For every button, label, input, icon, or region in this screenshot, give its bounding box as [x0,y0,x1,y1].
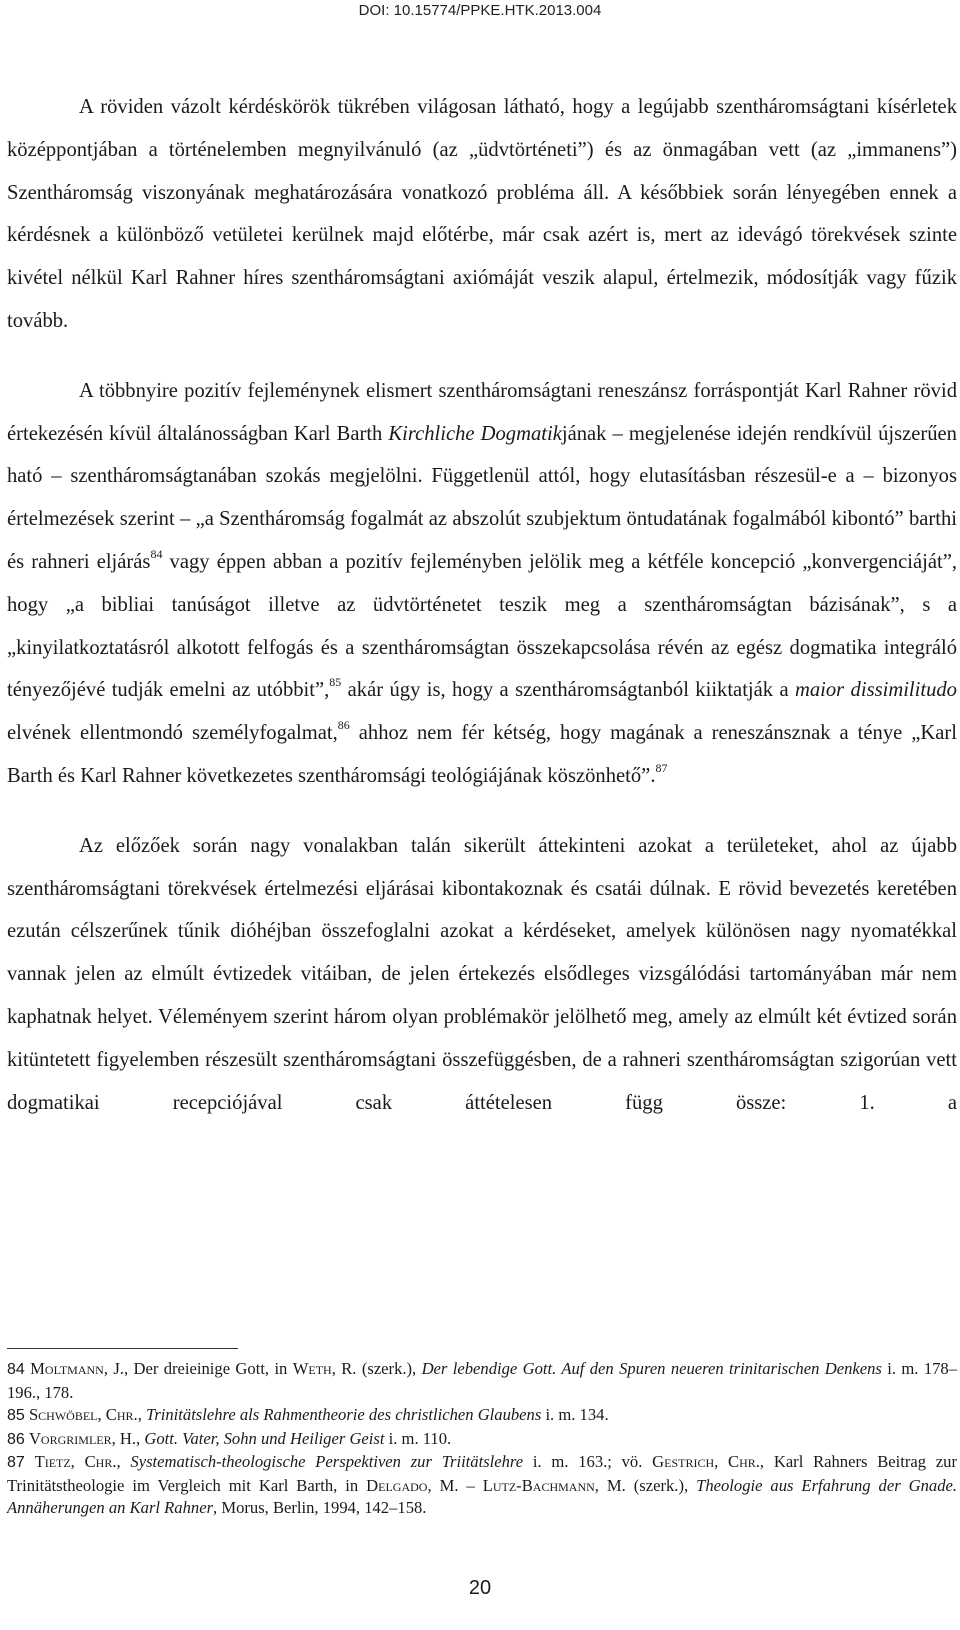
footnote-85 [7,1404,957,1428]
footnote-title: Systematisch-theologische Perspektiven zur Triitätslehre [130,1452,524,1471]
footnote-text: (szerk.), [356,1359,422,1378]
footnote-author: Moltmann, J. [30,1359,124,1378]
footnote-title: Der lebendige Gott. Auf den Spuren neueren trinitarischen Denkens [421,1359,882,1378]
footnote-text: , Morus, Berlin, 1994, 142–158. [213,1498,427,1517]
footnote-text: , [116,1452,131,1471]
footnote-text: i. m. 110. [384,1428,452,1448]
footnote-text: , Karl Rahners Beitrag zur Trinitätstheologie im Vergleich mit Karl Barth, in [7,1452,957,1495]
footnote-number: 87 [7,1454,25,1471]
main-text [7,86,957,1124]
footnote-text: (szerk.), [625,1475,697,1495]
footnote-text: , [137,1405,146,1424]
footnote-ref-85[interactable]: 85 [329,675,342,690]
p2-italic-kirchliche-dogmatik: Kirchliche Dogmatik [388,422,562,445]
paragraph-1: A röviden vázolt kérdéskörök tükrében világosan látható, hogy a legújabb szentháromságtani kísérletek középpontjában a történelemben megnyilvánuló (az „üdvtörténeti”) és az önmagában vett (az „immanens”) Szentháromság viszonyának meghatározására vonatkozó probléma áll. A későbbiek során lényegében ennek a kérdésnek a különböző vetületei kerülnek majd előtérbe, már csak azért is, mert az idevágó törekvések szinte kivétel nélkül Karl Rahner híres szentháromságtani axiómáját veszik alapul, értelmezik, módosítják vagy fűzik tovább. [7,96,957,332]
footnote-text: , [136,1428,145,1448]
footnote-author: Weth, R. [292,1359,357,1378]
footnote-number: 86 [7,1430,25,1448]
doi-header: DOI: 10.15774/PPKE.HTK.2013.004 [358,2,602,19]
footnote-separator [7,1348,238,1349]
footnote-text: i. m. 178–196., 178. [7,1359,958,1402]
p2-text-f: ahhoz nem fér kétség, hogy magának a reneszánsznak a ténye „Karl Barth és Karl Rahner következetes szentháromsági teológiájának köszönhető”. [7,722,957,787]
paragraph-3: Az előzőek során nagy vonalakban talán sikerült áttekinteni azokat a területeket, ahol az újabb szentháromságtani törekvések értelmezési eljárásai kibontakoznak és csatái dúlnak. E rövid bevezetés keretében ezután célszerűnek tűnik dióhéjban összefoglalni azokat a kérdéseket, amelyek különösen nagy nyomatékkal vannak jelen az elmúlt évtizedek vitáiban, de jelen értekezés elsődleges vizsgálódási tartományában már nem kaphatnak helyet. Véleményem szerint három olyan problémakör jelölhető meg, amely az elmúlt két évtized során kitüntetett figyelemben részesült szentháromságtani összefüggésben, de a rahneri szentháromságtan szigorúan vett dogmatikai recepciójával csak áttételesen függ össze: 1. a [7,834,957,1114]
footnote-ref-84[interactable]: 84 [150,546,163,561]
footnote-author: Vorgrimler, H. [28,1428,137,1448]
footnote-ref-87[interactable]: 87 [655,760,668,775]
footnote-84 [7,1358,957,1404]
p2-text-e: elvének ellentmondó személyfogalmat, [7,722,338,745]
footnote-number: 85 [7,1407,25,1424]
footnote-title: Theologie aus Erfahrung der Gnade. Annäherungen an Karl Rahner [7,1475,958,1517]
footnote-author: Delgado, M. [366,1475,459,1495]
p2-text-d: akár úgy is, hogy a szentháromságtanból kiiktatják a [341,679,795,702]
page-number: 20 [468,1577,492,1599]
footnote-title: Trinitätslehre als Rahmentheorie des christlichen Glaubens [146,1405,542,1424]
footnotes [7,1358,957,1520]
footnote-number: 84 [7,1361,25,1378]
p2-text-b: jának – megjelenése idején rendkívül újszerűen ható – szentháromságtanában szokás megjelölni. Függetlenül attól, hogy elutasításban részesül-e a – bizonyos értelmezések szerint – „a Szentháromság fogalmát az abszolút szubjektum öntudatának fogalmából kibontó” barthi és rahneri eljárás [7,422,957,573]
footnote-title: Gott. Vater, Sohn und Heiliger Geist [144,1428,385,1448]
footnote-86 [7,1428,957,1452]
footnote-author: Tietz, Chr. [34,1452,117,1471]
footnote-ref-86[interactable]: 86 [337,718,350,733]
footnote-text: i. m. 163.; vö. [523,1452,653,1471]
footnote-text: i. m. 134. [541,1405,609,1424]
p2-italic-maior-dissimilitudo: maior dissimilitudo [794,679,957,702]
paragraph-2 [7,370,957,798]
footnote-87 [7,1451,957,1520]
p2-text-c: vagy éppen abban a pozitív fejleményben jelölik meg a kétféle koncepció „konvergenciáját”, hogy „a bibliai tanúságot illetve az üdvtörténetet teszik meg a szentháromságtan bázisának”, s a „kinyilatkoztatásról alkotott felfogás és a szentháromságtan összekapcsolása révén az egész dogmatika integráló tényezőjévé tudják emelni az utóbbit”, [7,550,957,702]
footnote-text: – [458,1475,483,1495]
footnote-author: Schwöbel, Chr. [28,1405,138,1424]
footnote-author: Lutz-Bachmann, M. [482,1475,626,1495]
footnote-author: Gestrich, Chr. [652,1452,760,1471]
p2-text-a: A többnyire pozitív fejleménynek elismert szentháromságtani reneszánsz forráspontját Karl Rahner rövid értekezésén kívül általánosságban Karl Barth [7,379,957,445]
footnote-text: , Der dreieinige Gott, in [123,1359,293,1378]
